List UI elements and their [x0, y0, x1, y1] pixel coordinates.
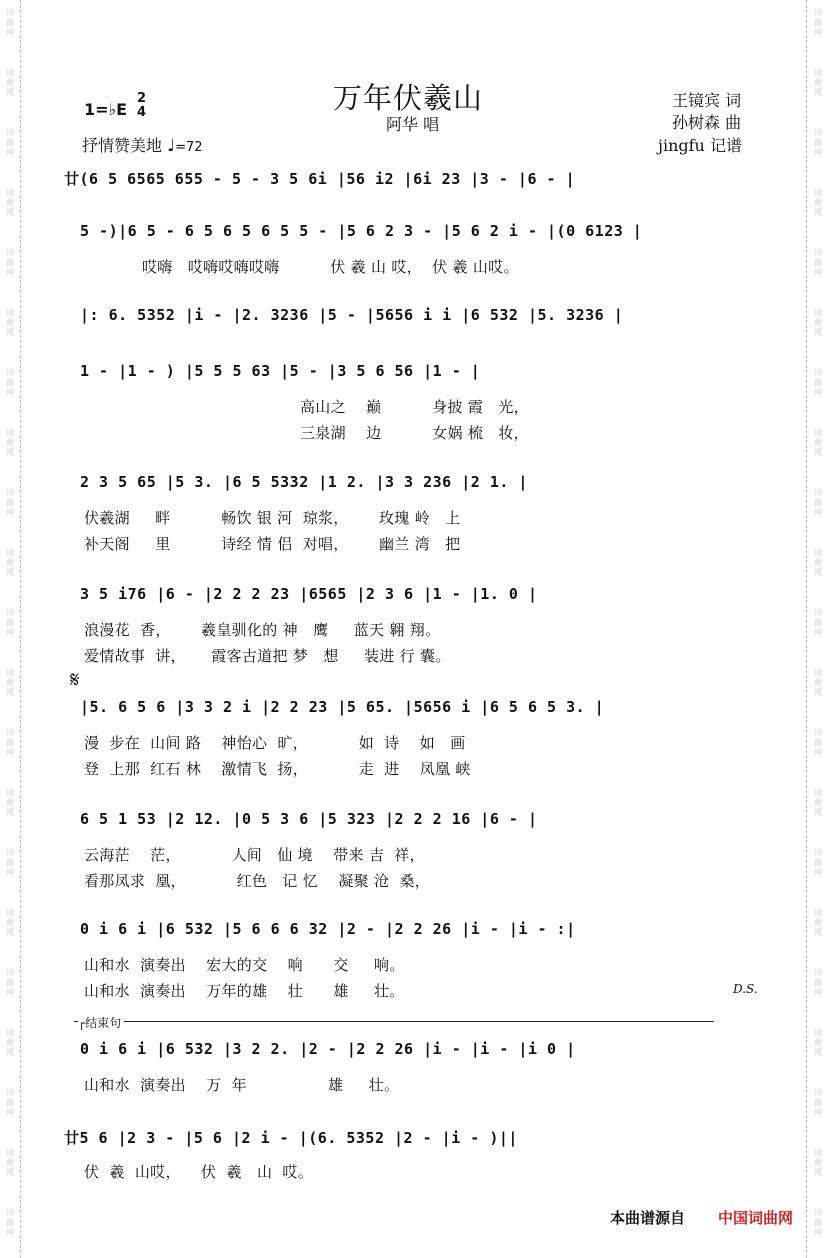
side-watermark-text: 词 曲 网	[6, 968, 14, 997]
notation-row: 廿5 6 |2 3 - |5 6 |2 i - |(6. 5352 |2 - |i - )||	[64, 1129, 518, 1147]
notation-row: |5. 6 5 6 |3 3 2 i |2 2 23 |5 65. |5656 i |6 5 6 5 3. |	[80, 698, 605, 716]
notation-row: 2 3 5 65 |5 3. |6 5 5332 |1 2. |3 3 236 |2 1. |	[80, 473, 528, 491]
side-watermark-text: 词 曲 网	[814, 728, 822, 757]
side-watermark-text: 词 曲 网	[6, 8, 14, 37]
side-watermark-text: 词 曲 网	[6, 128, 14, 157]
lyric-line: 浪漫花 香， 羲皇驯化的 神 鹰 蓝天 翱 翔。	[84, 621, 441, 639]
time-signature: 2 4	[137, 91, 147, 120]
side-watermark-text: 词 曲 网	[814, 668, 822, 697]
notation-row: 5 -)|6 5 - 6 5 6 5 6 5 5 - |5 6 2 3 - |5 6 2 i - |(0 6123 |	[80, 222, 643, 240]
tempo-value: =72	[175, 140, 203, 155]
lyric-line: 高山之 巅 身披 霞 光，	[300, 398, 529, 416]
bracket-corner-icon: ┌	[78, 1016, 86, 1030]
key-signature: 1=♭E	[84, 100, 128, 119]
tempo-marking	[82, 133, 203, 156]
lyric-line: 三泉湖 边 女娲 梳 妆，	[300, 424, 529, 442]
lyric-line: 看那凤求 凰， 红色 记 忆 凝聚 沧 桑，	[84, 872, 431, 890]
lyric-line: 补天阁 里 诗经 情 侣 对唱， 幽兰 湾 把	[84, 535, 461, 553]
side-watermark-text: 词 曲 网	[814, 68, 822, 97]
side-watermark-text: 词 曲 网	[6, 848, 14, 877]
site-name-link[interactable]: 中国词曲网	[717, 1209, 793, 1227]
notation-row: 1 - |1 - ) |5 5 5 63 |5 - |3 5 6 56 |1 - |	[80, 362, 481, 380]
side-watermark-text: 词 曲 网	[814, 1088, 822, 1117]
quarter-note-icon: ♩	[167, 136, 176, 156]
lyric-line: 漫 步在 山间 路 神怡心 旷， 如 诗 如 画	[84, 734, 466, 752]
notation-row: 0 i 6 i |6 532 |3 2 2. |2 - |2 2 26 |i - |i - |i 0 |	[80, 1040, 576, 1058]
song-title: 万年伏羲山	[333, 81, 484, 115]
side-watermark-text: 词 曲 网	[6, 488, 14, 517]
side-watermark-text: 词 曲 网	[6, 1028, 14, 1057]
lyric-line: 伏羲湖 畔 畅饮 银 河 琼浆， 玫瑰 岭 上	[84, 509, 461, 527]
left-watermark-strip	[0, 0, 21, 1258]
side-watermark-text: 词 曲 网	[814, 548, 822, 577]
side-watermark-text: 词 曲 网	[814, 488, 822, 517]
notation-row: |: 6. 5352 |i - |2. 3236 |5 - |5656 i i |6 532 |5. 3236 |	[80, 306, 624, 324]
side-watermark-text: 词 曲 网	[814, 248, 822, 277]
notation-row: 6 5 1 53 |2 12. |0 5 3 6 |5 323 |2 2 2 16 |6 - |	[80, 810, 538, 828]
tempo-text: 抒情赞美地	[82, 136, 163, 155]
notation-row: 廿(6 5 6565 655 - 5 - 3 5 6i |56 i2 |6i 23 |3 - |6 - |	[64, 170, 576, 188]
lyric-line: 爱情故事 讲， 霞客古道把 梦 想 装进 行 囊。	[84, 647, 451, 665]
side-watermark-text: 词 曲 网	[6, 368, 14, 397]
side-watermark-text: 词 曲 网	[6, 308, 14, 337]
side-watermark-text: 词 曲 网	[6, 1208, 14, 1237]
side-watermark-text: 词 曲 网	[814, 968, 822, 997]
side-watermark-text: 词 曲 网	[814, 1208, 822, 1237]
notation-row: 3 5 i76 |6 - |2 2 2 23 |6565 |2 3 6 |1 - |1. 0 |	[80, 585, 538, 603]
side-watermark-text: 词 曲 网	[814, 428, 822, 457]
source-label: 本曲谱源自	[609, 1209, 685, 1227]
side-watermark-text: 词 曲 网	[814, 188, 822, 217]
side-watermark-text: 词 曲 网	[814, 908, 822, 937]
ds-marker: D.S.	[733, 982, 758, 996]
side-watermark-text: 词 曲 网	[6, 428, 14, 457]
notation-row: 0 i 6 i |6 532 |5 6 6 6 32 |2 - |2 2 26 |i - |i - :|	[80, 920, 576, 938]
lyricist-credit: 王镜宾 词	[672, 91, 742, 110]
segno-sign: 𝄋	[70, 668, 80, 693]
side-watermark-text: 词 曲 网	[814, 8, 822, 37]
lyric-line: 登 上那 红石 林 激情飞 扬， 走 进 凤凰 峡	[84, 760, 471, 778]
composer-credit: 孙树森 曲	[672, 113, 742, 132]
side-watermark-text: 词 曲 网	[6, 788, 14, 817]
side-watermark-text: 词 曲 网	[6, 608, 14, 637]
ending-bracket-line	[74, 1021, 714, 1022]
lyric-line: 山和水 演奏出 万年的雄 壮 雄 壮。	[84, 982, 405, 1000]
side-watermark-text: 词 曲 网	[814, 1028, 822, 1057]
right-watermark-strip	[806, 0, 827, 1258]
ending-label: ┌结束句	[78, 1014, 124, 1031]
lyric-line: 山和水 演奏出 万 年 雄 壮。	[84, 1076, 400, 1094]
singer-credit: 阿华 唱	[386, 115, 440, 134]
side-watermark-text: 词 曲 网	[814, 368, 822, 397]
lyric-line: 云海茫 茫， 人间 仙 境 带来 吉 祥，	[84, 846, 425, 864]
side-watermark-text: 词 曲 网	[814, 608, 822, 637]
side-watermark-text: 词 曲 网	[6, 1088, 14, 1117]
side-watermark-text: 词 曲 网	[6, 908, 14, 937]
side-watermark-text: 词 曲 网	[814, 308, 822, 337]
side-watermark-text: 词 曲 网	[6, 248, 14, 277]
side-watermark-text: 词 曲 网	[6, 728, 14, 757]
side-watermark-text: 词 曲 网	[814, 788, 822, 817]
side-watermark-text: 词 曲 网	[814, 128, 822, 157]
side-watermark-text: 词 曲 网	[6, 1148, 14, 1177]
lyric-line: 山和水 演奏出 宏大的交 响 交 响。	[84, 956, 405, 974]
lyric-line: 哎嗨 哎嗨哎嗨哎嗨 伏 羲 山 哎， 伏 羲 山哎。	[142, 258, 519, 276]
side-watermark-text: 词 曲 网	[6, 668, 14, 697]
side-watermark-text: 词 曲 网	[6, 188, 14, 217]
transcriber-credit: jingfu 记谱	[658, 136, 742, 155]
side-watermark-text: 词 曲 网	[6, 68, 14, 97]
side-watermark-text: 词 曲 网	[6, 548, 14, 577]
side-watermark-text: 词 曲 网	[814, 848, 822, 877]
side-watermark-text: 词 曲 网	[814, 1148, 822, 1177]
lyric-line: 伏 羲 山哎， 伏 羲 山 哎。	[84, 1163, 314, 1181]
